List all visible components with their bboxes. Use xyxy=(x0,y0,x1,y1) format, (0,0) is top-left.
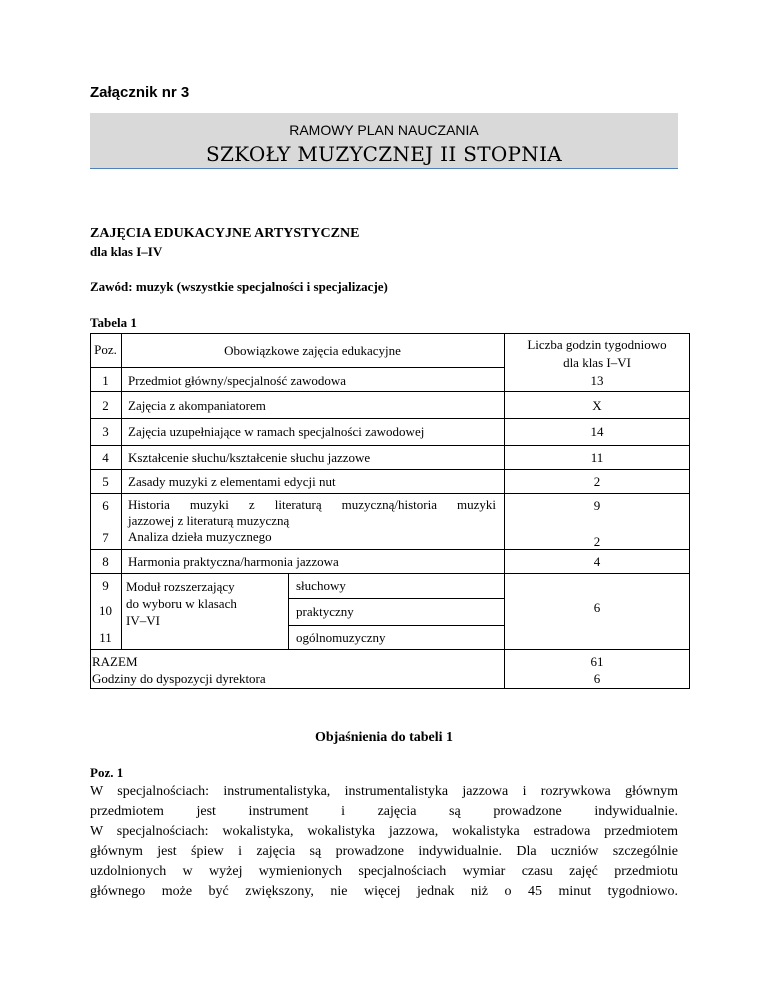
row-1-subject: Przedmiot główny/specjalność zawodowa xyxy=(128,373,347,388)
row-4-subject: Kształcenie słuchu/kształcenie słuchu jazzowe xyxy=(128,450,371,465)
row-8-subject: Harmonia praktyczna/harmonia jazzowa xyxy=(128,554,339,569)
row-5-hours: 2 xyxy=(593,474,601,489)
explanation-line-2: przedmiotem jest instrument i zajęcia są prowadzone indywidualnie. xyxy=(90,804,678,819)
explanation-line-3: W specjalnościach: wokalistyka, wokalistyka jazzowa, wokalistyka estradowa przedmiotem xyxy=(90,824,678,839)
module-label-line3: IV–VI xyxy=(126,613,160,628)
explanations-poz-label: Poz. 1 xyxy=(90,765,124,780)
explanations-title: Objaśnienia do tabeli 1 xyxy=(314,730,454,745)
row-8-hours: 4 xyxy=(593,554,601,569)
row-4-hours: 11 xyxy=(590,450,604,465)
module-hours: 6 xyxy=(593,600,601,615)
row-6-subject-line2: jazzowej z literaturą muzyczną xyxy=(128,513,290,528)
module-option-sluchowy: słuchowy xyxy=(296,578,346,593)
explanation-line-4: głównym jest śpiew i zajęcia są prowadzone indywidualnie. Dla uczniów szczególnie xyxy=(90,844,678,859)
header-hours-line1: Liczba godzin tygodniowo xyxy=(527,337,667,352)
row-8-poz: 8 xyxy=(102,554,109,569)
module-label-line1: Moduł rozszerzający xyxy=(126,579,235,594)
row-7-poz: 7 xyxy=(102,530,109,545)
row-11-poz: 11 xyxy=(99,630,112,645)
module-option-praktyczny: praktyczny xyxy=(296,604,354,619)
section-title: ZAJĘCIA EDUKACYJNE ARTYSTYCZNE xyxy=(90,226,360,241)
row-2-poz: 2 xyxy=(102,398,109,413)
row-7-subject: Analiza dzieła muzycznego xyxy=(128,529,272,544)
section-classes: dla klas I–IV xyxy=(90,244,163,259)
row-5-subject: Zasady muzyki z elementami edycji nut xyxy=(128,474,336,489)
row-6-poz: 6 xyxy=(102,498,109,513)
total-hours: 61 xyxy=(590,654,604,669)
explanation-line-6: głównego może być zwiększony, nie więcej jednak niż o 45 minut tygodniowo. xyxy=(90,884,678,899)
director-hours: 6 xyxy=(593,671,601,686)
row-3-subject: Zajęcia uzupełniające w ramach specjalności zawodowej xyxy=(128,424,425,439)
header-subject: Obowiązkowe zajęcia edukacyjne xyxy=(224,343,401,358)
row-2-subject: Zajęcia z akompaniatorem xyxy=(128,398,266,413)
table-label: Tabela 1 xyxy=(90,315,137,330)
row-5-poz: 5 xyxy=(102,474,109,489)
row-9-poz: 9 xyxy=(102,578,109,593)
row-3-hours: 14 xyxy=(590,424,604,439)
explanation-line-5: uzdolnionych w wyżej wymienionych specjalnościach wymiar czasu zajęć przedmiotu xyxy=(90,864,678,879)
row-7-hours: 2 xyxy=(593,534,601,549)
row-1-poz: 1 xyxy=(102,373,109,388)
banner-subtitle: RAMOWY PLAN NAUCZANIA xyxy=(289,122,479,138)
row-4-poz: 4 xyxy=(102,450,109,465)
row-6-hours: 9 xyxy=(593,498,601,513)
row-1-hours: 13 xyxy=(590,373,604,388)
row-10-poz: 10 xyxy=(99,603,112,618)
director-label: Godziny do dyspozycji dyrektora xyxy=(92,671,266,686)
hours-table xyxy=(90,333,690,689)
header-hours-line2: dla klas I–VI xyxy=(563,355,631,370)
total-label: RAZEM xyxy=(92,654,138,669)
module-option-ogolnomuzyczny: ogólnomuzyczny xyxy=(296,630,386,645)
module-label-line2: do wyboru w klasach xyxy=(126,596,237,611)
row-3-poz: 3 xyxy=(102,424,109,439)
row-2-hours: X xyxy=(592,398,602,413)
header-poz: Poz. xyxy=(94,342,117,357)
profession-heading: Zawód: muzyk (wszystkie specjalności i specjalizacje) xyxy=(90,279,388,294)
title-banner xyxy=(90,113,678,169)
explanation-line-1: W specjalnościach: instrumentalistyka, instrumentalistyka jazzowa i rozrywkowa głównym xyxy=(90,784,678,799)
banner-title: SZKOŁY MUZYCZNEJ II STOPNIA xyxy=(205,142,563,166)
attachment-title: Załącznik nr 3 xyxy=(90,84,190,101)
explanations-paragraph xyxy=(90,782,678,902)
row-6-subject-line1: Historia muzyki z literaturą muzyczną/historia muzyki xyxy=(128,497,496,512)
